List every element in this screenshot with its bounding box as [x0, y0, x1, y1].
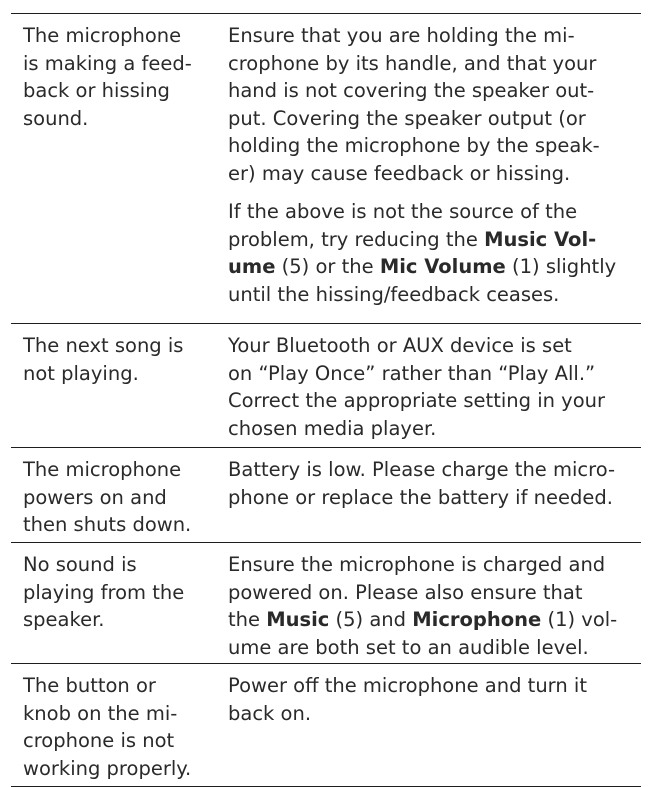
solution-paragraph	[228, 198, 637, 308]
solution-cell	[204, 324, 641, 447]
text-run: chosen media player.	[228, 416, 437, 440]
problem-text-line: is making a feed-	[23, 51, 192, 75]
solution-text-line	[228, 456, 637, 484]
problem-cell	[11, 324, 204, 447]
text-run: ume are both set to an audible level.	[228, 635, 589, 659]
solution-text-line	[228, 484, 637, 512]
text-run: powered on. Please also ensure that	[228, 580, 583, 604]
solution-text-line	[228, 579, 637, 607]
solution-text-line	[228, 22, 637, 50]
bold-term: ume	[228, 255, 276, 278]
problem-text-line: The button or	[23, 674, 156, 697]
problem-cell	[11, 664, 204, 786]
problem-text-line: playing from the	[23, 580, 185, 604]
text-run: Correct the appropriate setting in your	[228, 389, 606, 412]
solution-text-line	[228, 332, 637, 360]
problem-text-line: knob on the mi-	[23, 701, 178, 725]
problem-text-line: The next song is	[23, 334, 184, 357]
solution-text-line	[228, 105, 637, 133]
table-row	[11, 664, 641, 787]
solution-paragraph	[228, 672, 637, 727]
text-run: Power off the microphone and turn it	[228, 674, 587, 697]
bold-term: Mic Volume	[379, 255, 506, 278]
solution-text-line	[228, 387, 637, 415]
problem-text-line: working properly.	[23, 756, 192, 780]
solution-text-line	[228, 700, 637, 728]
text-run: er) may cause feedback or hissing.	[228, 161, 571, 185]
problem-text-line: speaker.	[23, 608, 105, 631]
problem-text-line: No sound is	[23, 553, 137, 576]
solution-paragraph	[228, 551, 637, 661]
troubleshooting-table	[11, 13, 641, 787]
solution-text-line	[228, 226, 637, 254]
problem-text-line: back or hissing	[23, 79, 170, 102]
solution-text-line	[228, 77, 637, 105]
table-row	[11, 14, 641, 324]
solution-text-line	[228, 415, 637, 443]
solution-text-line	[228, 253, 637, 281]
text-run: Ensure that you are holding the mi-	[228, 24, 575, 47]
problem-text-line: The microphone	[23, 24, 182, 47]
text-run: Your Bluetooth or AUX device is set	[228, 334, 572, 357]
text-run: phone or replace the battery if needed.	[228, 485, 613, 509]
text-run: Battery is low. Please charge the micro-	[228, 458, 616, 481]
problem-cell	[11, 448, 204, 542]
text-run: put. Covering the speaker output (or	[228, 106, 586, 130]
solution-text-line	[228, 360, 637, 388]
solution-text-line	[228, 606, 637, 634]
solution-text-line	[228, 672, 637, 700]
solution-text-line	[228, 132, 637, 160]
table-row	[11, 448, 641, 543]
text-run: holding the microphone by the speak-	[228, 134, 600, 157]
text-run: until the hissing/feedback ceases.	[228, 282, 560, 306]
text-run: (5) or the	[275, 255, 380, 278]
solution-cell	[204, 448, 641, 542]
solution-cell	[204, 664, 641, 786]
solution-text-line	[228, 198, 637, 226]
bold-term: Music	[266, 608, 330, 631]
text-run: back on.	[228, 701, 312, 725]
solution-text-line	[228, 160, 637, 188]
solution-text-line	[228, 50, 637, 78]
solution-text-line	[228, 634, 637, 662]
problem-text-line: not playing.	[23, 361, 139, 385]
text-run: on “Play Once” rather than “Play All.”	[228, 361, 596, 385]
problem-text-line: then shuts down.	[23, 513, 192, 536]
text-run: the	[228, 608, 267, 631]
text-run: If the above is not the source of the	[228, 200, 578, 223]
solution-text-line	[228, 281, 637, 309]
solution-paragraph	[228, 456, 637, 511]
problem-text-line: powers on and	[23, 485, 167, 509]
problem-text-line: The microphone	[23, 458, 182, 481]
table-row	[11, 543, 641, 664]
solution-paragraph	[228, 22, 637, 187]
text-run: (1) vol-	[541, 608, 618, 631]
text-run: hand is not covering the speaker out-	[228, 79, 595, 102]
problem-cell	[11, 14, 204, 323]
text-run: problem, try reducing the	[228, 227, 485, 251]
problem-text-line: sound.	[23, 106, 89, 130]
text-run: crophone by its handle, and that your	[228, 51, 597, 75]
text-run: Ensure the microphone is charged and	[228, 553, 606, 576]
table-row	[11, 324, 641, 448]
problem-text-line: crophone is not	[23, 729, 175, 752]
bold-term: Microphone	[412, 608, 542, 631]
solution-paragraph	[228, 332, 637, 442]
text-run: (1) slightly	[505, 255, 617, 278]
solution-cell	[204, 543, 641, 663]
solution-cell	[204, 14, 641, 323]
problem-cell	[11, 543, 204, 663]
solution-text-line	[228, 551, 637, 579]
text-run: (5) and	[329, 608, 413, 631]
bold-term: Music Vol-	[484, 227, 597, 251]
